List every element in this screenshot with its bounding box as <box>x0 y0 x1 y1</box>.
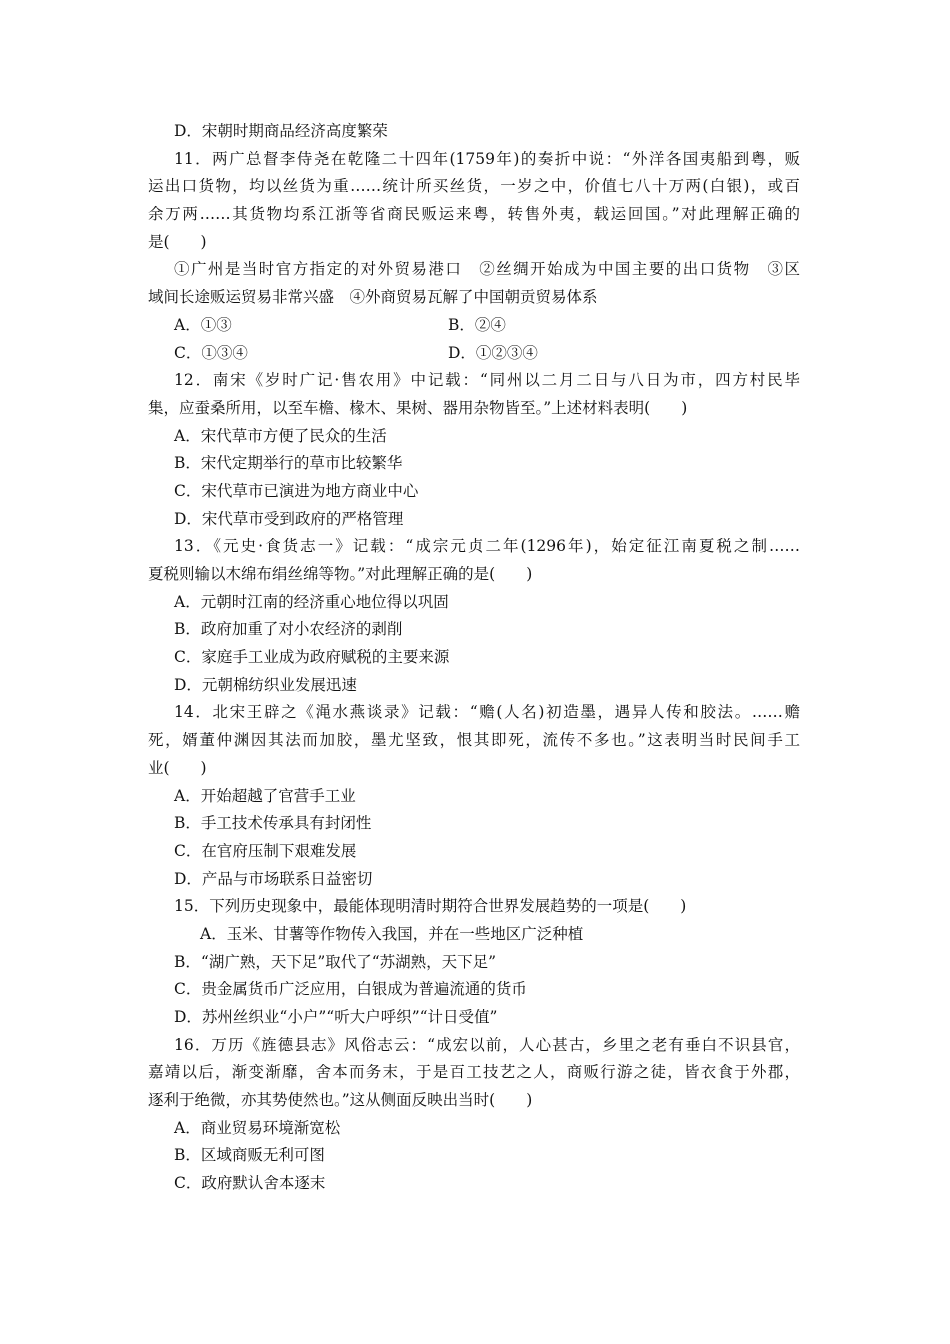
q14-stem-line-3: 业( ) <box>148 758 207 777</box>
q12-option-b: B．宋代定期举行的草市比较繁华 <box>174 454 403 473</box>
q13-option-c: C．家庭手工业成为政府赋税的主要来源 <box>174 648 450 667</box>
q16-stem-line-2: 嘉靖以后，渐变渐靡，舍本而务末，于是百工技艺之人，商贩行游之徒，皆衣食于外郡， <box>148 1063 800 1082</box>
q13-option-d: D．元朝棉纺织业发展迅速 <box>174 675 357 694</box>
q12-option-a: A．宋代草市方便了民众的生活 <box>174 426 387 445</box>
q11-stem-line-2: 运出口货物，均以丝货为重……统计所买丝货，一岁之中，价值七八十万两(白银)，或百 <box>148 177 800 196</box>
q13-option-b: B．政府加重了对小农经济的剥削 <box>174 620 403 639</box>
q16-stem-line-1: 16．万历《旌德县志》风俗志云：“成宏以前，人心甚古，乡里之老有垂白不识县官， <box>174 1035 800 1054</box>
q11-option-d: D．①②③④ <box>448 343 538 362</box>
q16-option-a: A．商业贸易环境渐宽松 <box>174 1118 341 1137</box>
q11-statement-line-2: 域间长途贩运贸易非常兴盛 ④外商贸易瓦解了中国朝贡贸易体系 <box>148 288 598 307</box>
q11-statement-line-1: ①广州是当时官方指定的对外贸易港口 ②丝绸开始成为中国主要的出口货物 ③区 <box>174 260 800 279</box>
q11-stem-line-4: 是( ) <box>148 232 207 251</box>
q12-option-c: C．宋代草市已演进为地方商业中心 <box>174 481 419 500</box>
q16-option-b: B．区域商贩无利可图 <box>174 1146 325 1165</box>
q14-option-c: C．在官府压制下艰难发展 <box>174 841 357 860</box>
q10-option-d: D．宋朝时期商品经济高度繁荣 <box>174 122 388 140</box>
q16-stem-line-3: 逐利于绝微，亦其势使然也。”这从侧面反映出当时( ) <box>148 1091 533 1110</box>
q15-option-b: B．“湖广熟，天下足”取代了“苏湖熟，天下足” <box>174 952 497 971</box>
q13-option-a: A．元朝时江南的经济重心地位得以巩固 <box>174 592 449 611</box>
q15-option-d: D．苏州丝织业“小户”“听大户呼织”“计日受值” <box>174 1008 498 1026</box>
q11-option-a: A．①③ <box>174 315 232 334</box>
q14-option-d: D．产品与市场联系日益密切 <box>174 869 373 888</box>
question-content <box>148 118 800 1198</box>
q14-option-a: A．开始超越了官营手工业 <box>174 786 356 805</box>
q11-stem-line-3: 余万两……其货物均系江浙等省商民贩运来粤，转售外夷，载运回国。”对此理解正确的 <box>148 205 800 224</box>
q11-option-b: B．②④ <box>448 315 506 334</box>
q16-option-c: C．政府默认舍本逐末 <box>174 1174 326 1193</box>
q15-option-c: C．贵金属货币广泛应用，白银成为普遍流通的货币 <box>174 980 527 999</box>
q13-stem-line-2: 夏税则输以木绵布绢丝绵等物。”对此理解正确的是( ) <box>148 565 533 583</box>
q13-stem-line-1: 13．《元史·食货志一》记载：“成宗元贞二年(1296年)，始定征江南夏税之制…… <box>174 537 800 556</box>
q15-option-a: A．玉米、甘薯等作物传入我国，并在一些地区广泛种植 <box>200 924 584 943</box>
q14-option-b: B．手工技术传承具有封闭性 <box>174 814 372 833</box>
q12-stem-line-2: 集，应蚕桑所用，以至车檐、椽木、果树、器用杂物皆至。”上述材料表明( ) <box>148 398 688 417</box>
q12-stem-line-1: 12．南宋《岁时广记·售农用》中记载：“同州以二月二日与八日为市，四方村民毕 <box>174 371 800 390</box>
q11-option-c: C．①③④ <box>174 343 248 362</box>
q12-option-d: D．宋代草市受到政府的严格管理 <box>174 509 404 528</box>
q15-stem-line-1: 15．下列历史现象中，最能体现明清时期符合世界发展趋势的一项是( ) <box>174 897 687 916</box>
q14-stem-line-1: 14．北宋王辟之《渑水燕谈录》记载：“赡(人名)初造墨，遇异人传和胶法。……赡 <box>174 703 800 722</box>
q11-stem-line-1: 11．两广总督李侍尧在乾隆二十四年(1759年)的奏折中说：“外洋各国夷船到粤，贩 <box>174 149 800 168</box>
q14-stem-line-2: 死，婿董仲渊因其法而加胶，墨尤坚致，恨其即死，流传不多也。”这表明当时民间手工 <box>148 731 800 750</box>
q11-option-row-1 <box>148 312 800 340</box>
q11-option-row-2 <box>148 340 800 368</box>
